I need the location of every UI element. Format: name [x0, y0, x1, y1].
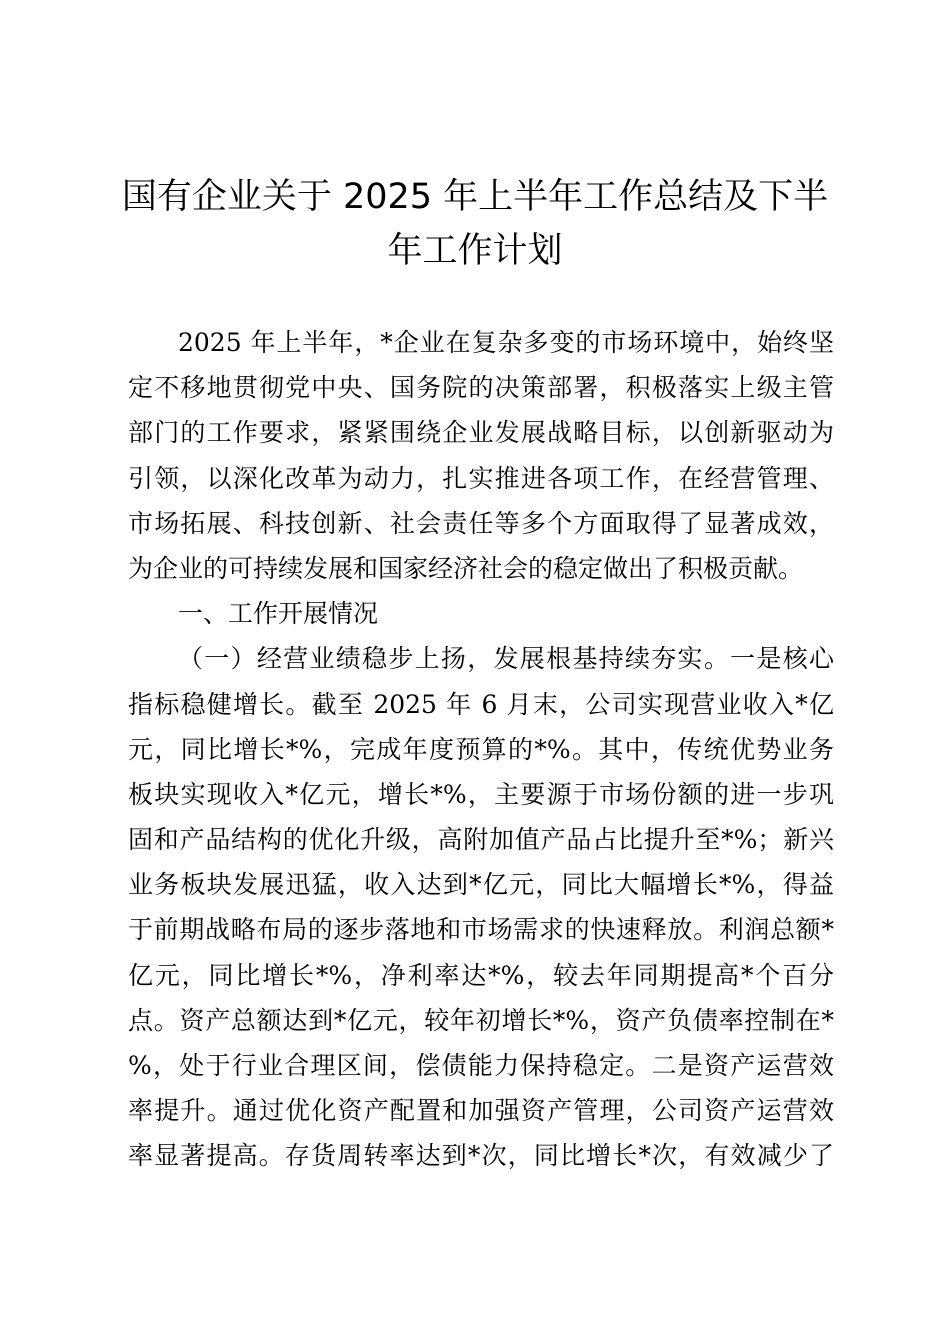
paragraph-line: 于前期战略布局的逐步落地和市场需求的快速释放。利润总额* [128, 915, 834, 945]
paragraph-line: 2025 年上半年，*企业在复杂多变的市场环境中，始终坚 [178, 328, 834, 357]
paragraph-line: 点。资产总额达到*亿元，较年初增长*%，资产负债率控制在* [128, 1005, 834, 1035]
paragraph-line: 为企业的可持续发展和国家经济社会的稳定做出了积极贡献。 [128, 553, 804, 583]
document-body [128, 320, 834, 1179]
paragraph-line: %，处于行业合理区间，偿债能力保持稳定。二是资产运营效 [128, 1051, 834, 1080]
paragraph-line: 板块实现收入*亿元，增长*%，主要源于市场份额的进一步巩 [128, 779, 834, 809]
document-title [120, 170, 830, 278]
section-heading-text: 一、工作开展情况 [178, 599, 379, 629]
title-line-1: 国有企业关于 2025 年上半年工作总结及下半 [121, 177, 829, 217]
paragraph-line: 固和产品结构的优化升级，高附加值产品占比提升至*%；新兴 [128, 825, 834, 855]
paragraph-line: 市场拓展、科技创新、社会责任等多个方面取得了显著成效， [128, 508, 834, 538]
paragraph-line: 指标稳健增长。截至 2025 年 6 月末，公司实现营业收入*亿 [128, 689, 834, 719]
paragraph-line: 引领，以深化改革为动力，扎实推进各项工作，在经营管理、 [128, 463, 834, 493]
intro-paragraph [128, 320, 834, 591]
paragraph-line: 元，同比增长*%，完成年度预算的*%。其中，传统优势业务 [128, 734, 834, 764]
paragraph-line: 率提升。通过优化资产配置和加强资产管理，公司资产运营效 [128, 1096, 834, 1126]
paragraph-line: （一）经营业绩稳步上扬，发展根基持续夯实。一是核心 [178, 644, 834, 674]
paragraph-line: 率显著提高。存货周转率达到*次，同比增长*次，有效减少了 [128, 1141, 834, 1171]
paragraph-line: 部门的工作要求，紧紧围绕企业发展战略目标，以创新驱动为 [128, 418, 834, 448]
subsection-paragraph [128, 636, 834, 1178]
paragraph-line: 亿元，同比增长*%，净利率达*%，较去年同期提高*个百分 [128, 960, 834, 990]
paragraph-line: 业务板块发展迅猛，收入达到*亿元，同比大幅增长*%，得益 [128, 870, 834, 900]
section-heading [128, 591, 834, 636]
title-line-2: 年工作计划 [387, 231, 563, 271]
paragraph-line: 定不移地贯彻党中央、国务院的决策部署，积极落实上级主管 [128, 373, 834, 403]
